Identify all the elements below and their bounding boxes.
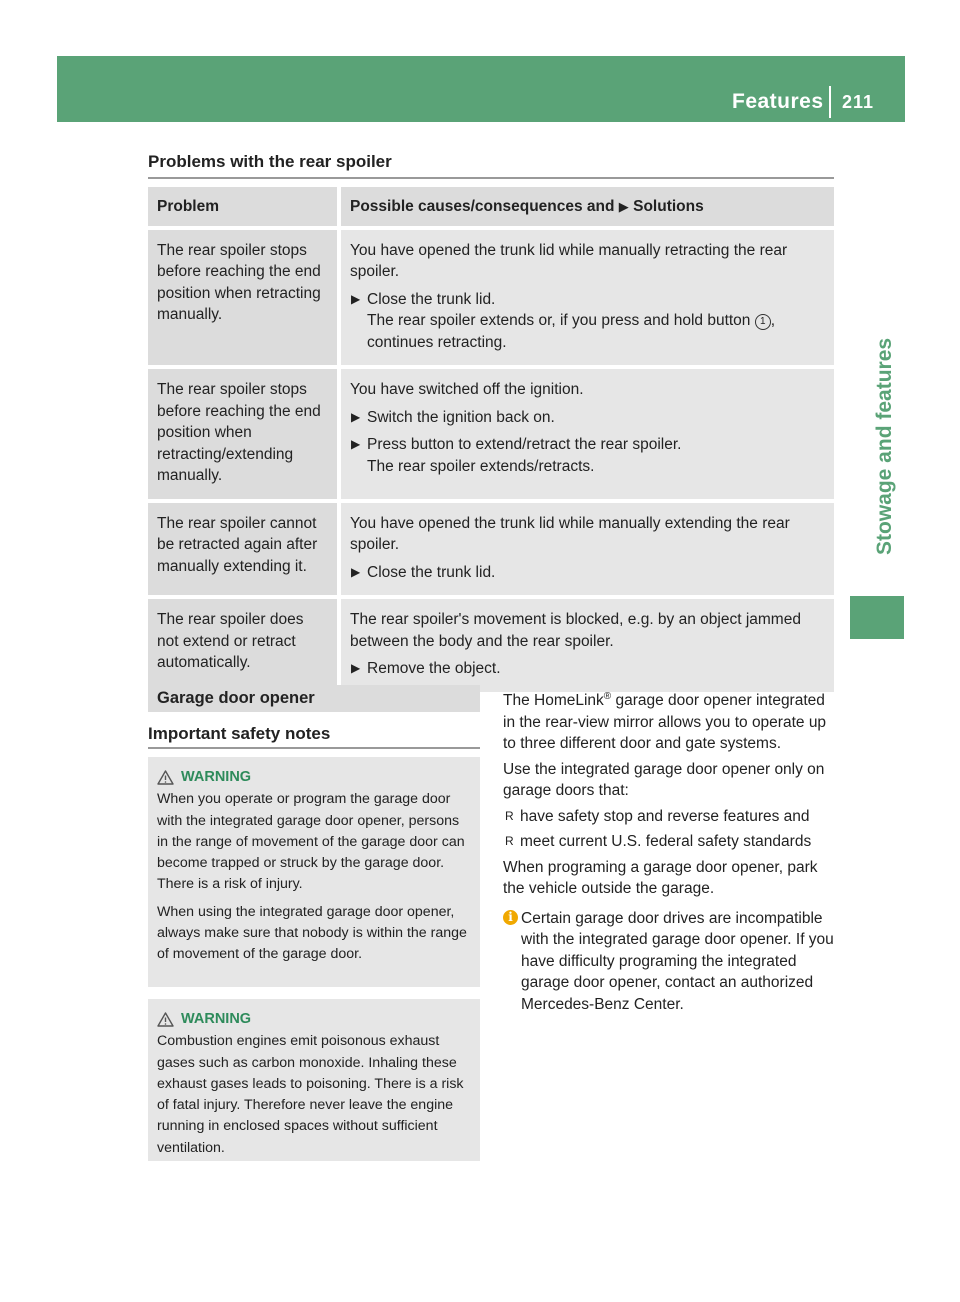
- step-text: Close the trunk lid.: [367, 563, 496, 581]
- list-item: [503, 806, 837, 828]
- arrow-icon: ▶: [351, 661, 361, 675]
- side-tab-label: Stowage and features: [873, 337, 896, 555]
- warning-text: Combustion engines emit poisonous exhaust gases such as carbon monoxide. Inhaling these exhaust gases leads to poisoning. There is a risk of fatal injury. Therefore never leave the engine running in enclosed spaces without sufficient ventilation.: [157, 1033, 464, 1156]
- list-item-text: have safety stop and reverse features and: [520, 807, 810, 825]
- solution-step: [350, 562, 826, 584]
- bullet-icon: R: [505, 834, 514, 849]
- warning-box: [148, 999, 480, 1161]
- arrow-icon: ▶: [618, 199, 629, 214]
- info-note: [503, 908, 837, 1016]
- cause-text: The rear spoiler's movement is blocked, e.g. by an object jammed between the body and the rear spoiler.: [350, 611, 801, 650]
- warning-triangle-icon: [157, 1012, 174, 1027]
- list-item-text: meet current U.S. federal safety standards: [520, 833, 812, 851]
- solution-cell: [341, 503, 834, 596]
- intro-text-b: garage door opener integrated in the rear-view mirror allows you to operate up to three different door and gate systems.: [503, 692, 827, 753]
- use-only-paragraph: Use the integrated garage door opener only on garage doors that:: [503, 760, 825, 800]
- step-result-text-end: , continues retracting.: [367, 312, 776, 351]
- troubleshooting-table: [148, 187, 834, 692]
- arrow-icon: ▶: [351, 564, 361, 579]
- col-header-causes: [341, 187, 834, 226]
- warning-text: When using the integrated garage door opener, always make sure that nobody is within the range of movement of the garage door.: [157, 903, 467, 963]
- table-row: [148, 599, 834, 692]
- intro-paragraph: [503, 686, 837, 755]
- col-header-causes-text: Possible causes/consequences and: [350, 198, 615, 215]
- cause-text: You have switched off the ignition.: [350, 381, 584, 398]
- col-header-solutions-text: Solutions: [633, 198, 704, 215]
- warning-heading: [157, 1009, 472, 1030]
- cause-text: You have opened the trunk lid while manually retracting the rear spoiler.: [350, 241, 788, 280]
- info-icon: i: [503, 910, 518, 925]
- table-header-row: [148, 187, 834, 226]
- warning-triangle-icon: [157, 770, 174, 785]
- solution-step: [350, 434, 826, 477]
- list-item: [503, 831, 837, 853]
- problem-cell: The rear spoiler does not extend or retract automatically.: [148, 599, 341, 692]
- programming-paragraph: When programing a garage door opener, park the vehicle outside the garage.: [503, 858, 818, 898]
- header-divider: [829, 86, 831, 118]
- safety-notes-heading: Important safety notes: [148, 724, 331, 743]
- problem-cell: The rear spoiler cannot be retracted again after manually extending it.: [148, 503, 341, 596]
- step-result: [367, 310, 826, 353]
- step-text: Remove the object.: [367, 660, 501, 677]
- step-text: Switch the ignition back on.: [367, 408, 555, 426]
- cause-text: You have opened the trunk lid while manually extending the rear spoiler.: [350, 514, 790, 553]
- bullet-icon: R: [505, 808, 514, 823]
- arrow-icon: ▶: [351, 437, 361, 451]
- warning-label: WARNING: [181, 769, 252, 785]
- solution-cell: [341, 369, 834, 499]
- solution-step: [350, 658, 826, 680]
- side-tab-marker: [850, 596, 904, 639]
- warning-box: [148, 757, 480, 987]
- step-result-text: The rear spoiler extends or, if you press and hold button: [367, 312, 751, 329]
- arrow-icon: ▶: [351, 291, 361, 306]
- solution-step: [350, 289, 826, 354]
- table-row: [148, 369, 834, 499]
- info-text: Certain garage door drives are incompatible with the integrated garage door opener. If you have difficulty programing the integrated garage door opener, contact an authorized Mercedes-Benz Center.: [521, 909, 834, 1013]
- subhead-rule: [148, 747, 480, 749]
- registered-mark: ®: [603, 691, 612, 702]
- problem-cell: The rear spoiler stops before reaching the end position when retracting/extending manually.: [148, 369, 341, 499]
- page-number: 211: [842, 92, 875, 112]
- arrow-icon: ▶: [351, 409, 361, 424]
- table-row: [148, 503, 834, 596]
- step-text: Close the trunk lid.: [367, 290, 496, 308]
- warning-text: When you operate or program the garage door with the integrated garage door opener, persons in the range of movement of the garage door can become trapped or struck by the garage door. There is a risk of injury.: [157, 791, 465, 893]
- header-section-title: Features: [732, 90, 824, 113]
- button-1-icon: 1: [755, 314, 771, 330]
- intro-text-a: The HomeLink: [503, 692, 604, 710]
- solution-step: [350, 407, 826, 429]
- step-text: Press button to extend/retract the rear spoiler.: [367, 436, 682, 453]
- garage-door-banner: [148, 685, 480, 712]
- homelink-description: [503, 686, 837, 1015]
- warning-label: WARNING: [181, 1011, 252, 1027]
- section-title: Problems with the rear spoiler: [148, 152, 392, 171]
- solution-cell: [341, 230, 834, 366]
- title-rule: [148, 177, 834, 179]
- table-row: [148, 230, 834, 366]
- problem-cell: The rear spoiler stops before reaching the end position when retracting manually.: [148, 230, 341, 366]
- col-header-problem: Problem: [148, 187, 341, 226]
- garage-door-heading: Garage door opener: [157, 689, 315, 707]
- warning-heading: [157, 767, 472, 788]
- solution-cell: [341, 599, 834, 692]
- step-result: The rear spoiler extends/retracts.: [367, 457, 595, 475]
